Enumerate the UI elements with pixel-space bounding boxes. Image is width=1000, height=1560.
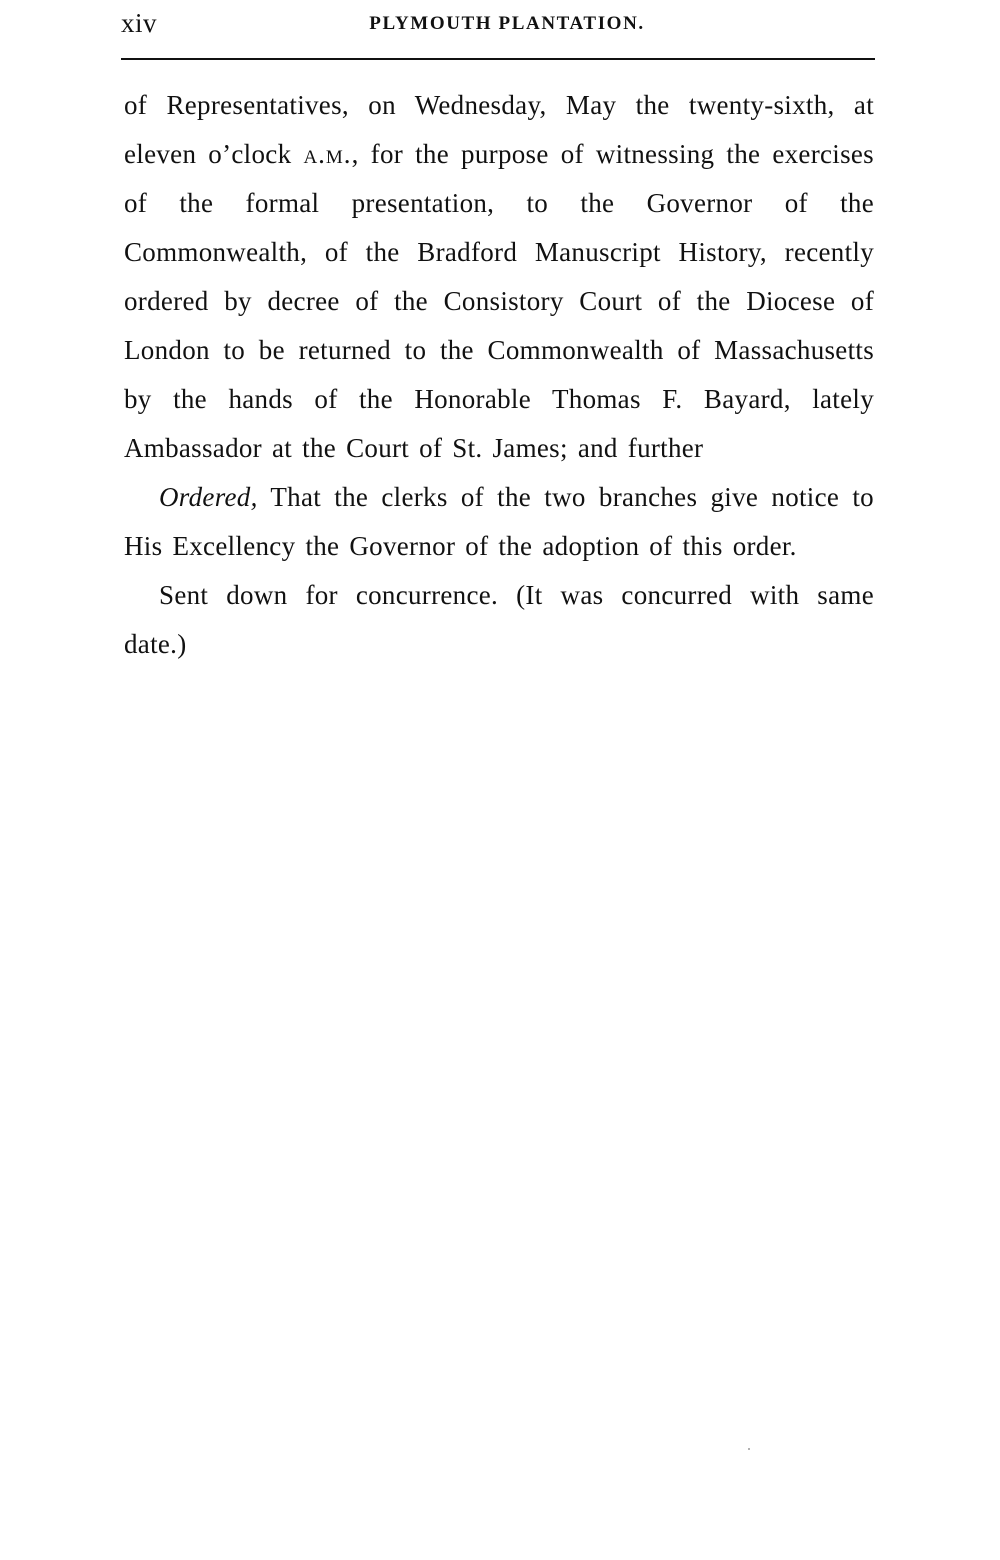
time-abbreviation: a.m. — [303, 139, 352, 169]
header-rule — [121, 58, 875, 60]
ordered-lead: Ordered, — [159, 482, 258, 512]
paragraph-ordered — [124, 473, 874, 571]
paragraph-representatives — [124, 81, 874, 473]
ordered-text: That the clerks of the two branches give notice to His Excellency the Governor of the adoption of this order. — [124, 482, 874, 561]
running-head — [121, 8, 875, 38]
body-text — [124, 81, 874, 669]
paragraph-text-end: , for the purpose of witnessing the exercises of the formal presentation, to the Governor of the Commonwealth, of the Bradford Manuscript History, recently ordered by decree of the Consistory Court of the Diocese of London to be returned to the Commonwealth of Massachusetts by the hands of the Honorable Thomas F. Bayard, lately Ambassador at the Court of St. James; and further — [124, 139, 874, 463]
print-speck — [748, 1448, 750, 1450]
page-number: xiv — [121, 8, 158, 38]
paragraph-sent-down — [124, 571, 874, 669]
sent-down-text: Sent down for concurrence. (It was concurred with same date.) — [124, 580, 874, 659]
running-title: PLYMOUTH PLANTATION. — [369, 13, 645, 34]
paragraph-text-start: of Representatives, on Wednesday, May the twenty-sixth, at eleven o’clock — [124, 90, 874, 169]
